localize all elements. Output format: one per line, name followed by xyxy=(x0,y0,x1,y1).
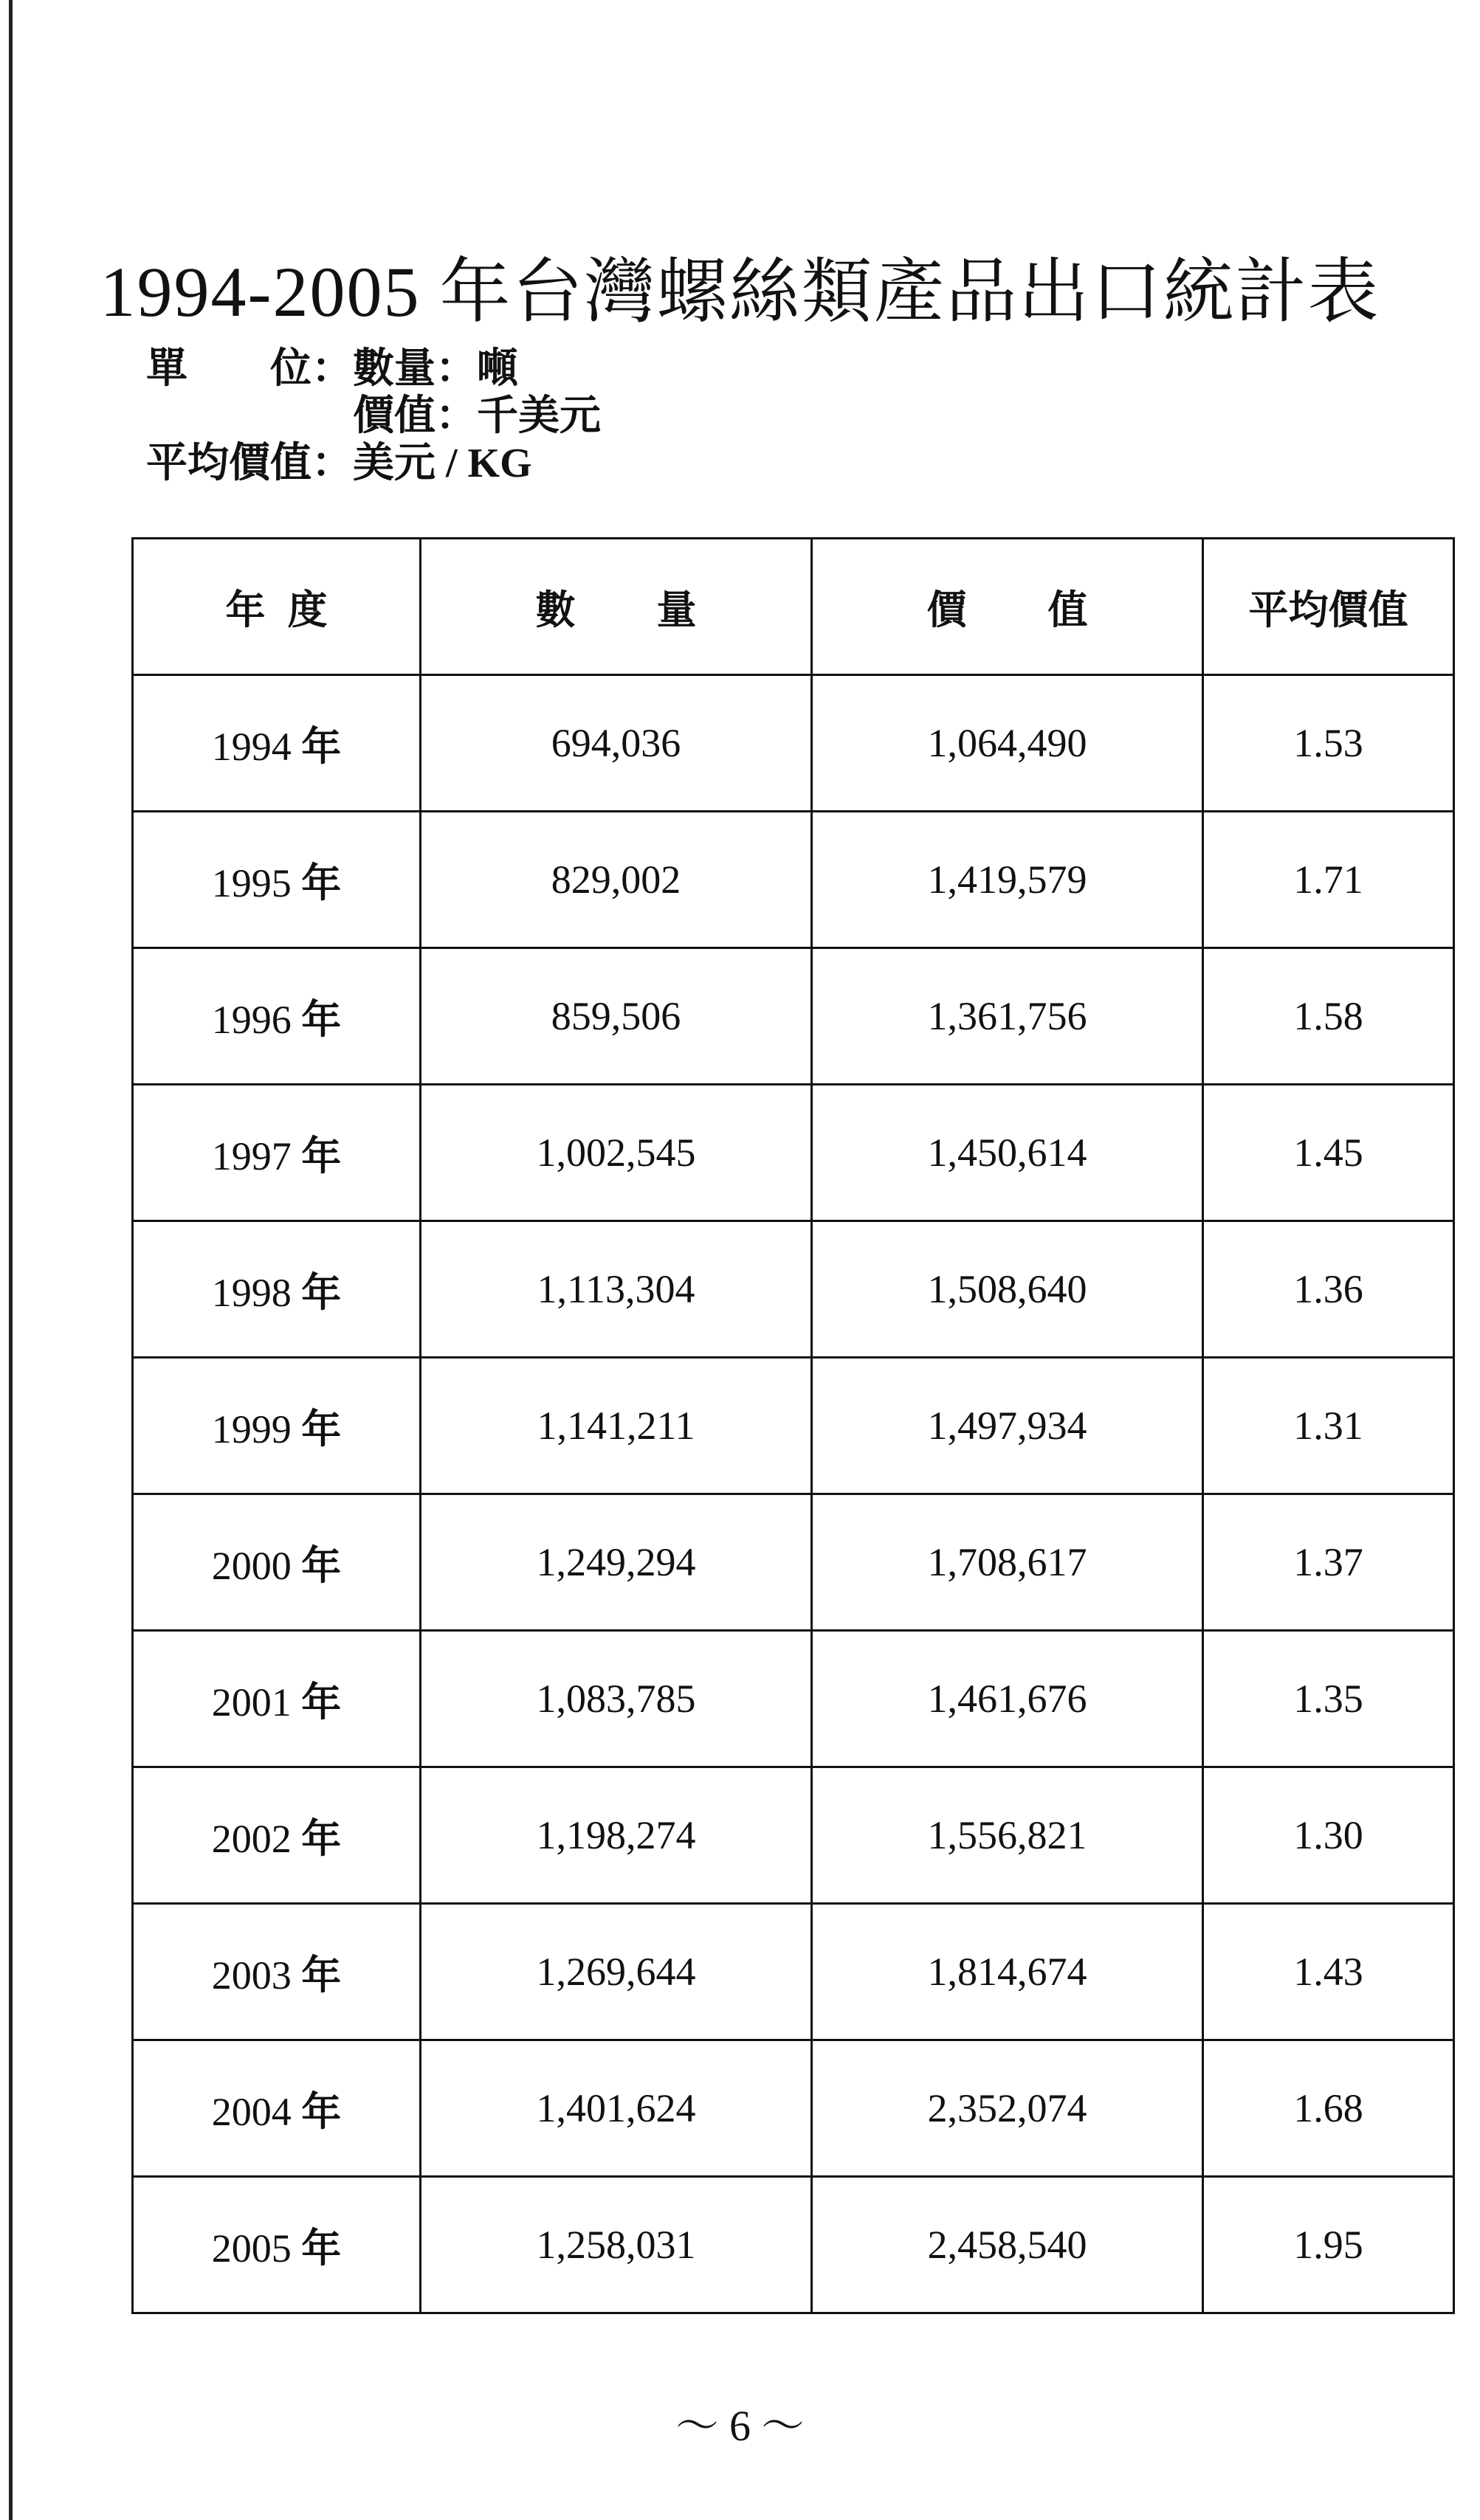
value-cell: 1,497,934 xyxy=(812,1358,1203,1494)
header-average: 平均價值 xyxy=(1203,539,1454,675)
quantity-cell: 859,506 xyxy=(421,948,812,1085)
year-cell: 2000 年 xyxy=(133,1494,421,1631)
year-cell: 2004 年 xyxy=(133,2040,421,2177)
average-cell: 1.35 xyxy=(1203,1631,1454,1767)
table-body xyxy=(133,675,1454,2313)
value-cell: 1,708,617 xyxy=(812,1494,1203,1631)
table-row xyxy=(133,2040,1454,2177)
average-cell: 1.43 xyxy=(1203,1904,1454,2040)
units-block xyxy=(146,345,601,487)
value-cell: 1,814,674 xyxy=(812,1904,1203,2040)
average-cell: 1.36 xyxy=(1203,1221,1454,1358)
table-row xyxy=(133,1631,1454,1767)
quantity-cell: 1,113,304 xyxy=(421,1221,812,1358)
value-cell: 2,458,540 xyxy=(812,2177,1203,2313)
header-quantity: 數量 xyxy=(421,539,812,675)
quantity-cell: 1,258,031 xyxy=(421,2177,812,2313)
average-cell: 1.71 xyxy=(1203,812,1454,948)
value-cell: 1,508,640 xyxy=(812,1221,1203,1358)
year-cell: 1999 年 xyxy=(133,1358,421,1494)
page-number: ～ 6 ～ xyxy=(675,2402,805,2450)
quantity-cell: 1,141,211 xyxy=(421,1358,812,1494)
unit-row-quantity xyxy=(146,345,601,393)
table-row xyxy=(133,1767,1454,1904)
average-cell: 1.68 xyxy=(1203,2040,1454,2177)
header-year: 年度 xyxy=(133,539,421,675)
quantity-cell: 829,002 xyxy=(421,812,812,948)
value-unit: 價值：千美元 xyxy=(353,393,601,439)
average-unit: 美元 / KG xyxy=(353,441,532,486)
export-statistics-table xyxy=(131,537,1455,2314)
table-row xyxy=(133,1494,1454,1631)
year-cell: 1997 年 xyxy=(133,1085,421,1221)
year-cell: 2002 年 xyxy=(133,1767,421,1904)
average-cell: 1.30 xyxy=(1203,1767,1454,1904)
unit-row-value xyxy=(146,393,601,440)
table-row xyxy=(133,675,1454,812)
table-row xyxy=(133,812,1454,948)
value-cell: 1,419,579 xyxy=(812,812,1203,948)
value-cell: 1,450,614 xyxy=(812,1085,1203,1221)
average-label: 平均價值： xyxy=(146,441,353,486)
unit-label: 單 位： xyxy=(146,346,353,392)
table-row xyxy=(133,1904,1454,2040)
table-row xyxy=(133,1085,1454,1221)
quantity-unit: 數量：噸 xyxy=(353,346,518,392)
quantity-cell: 1,249,294 xyxy=(421,1494,812,1631)
year-cell: 1996 年 xyxy=(133,948,421,1085)
table-row xyxy=(133,2177,1454,2313)
average-cell: 1.37 xyxy=(1203,1494,1454,1631)
value-cell: 1,461,676 xyxy=(812,1631,1203,1767)
quantity-cell: 1,198,274 xyxy=(421,1767,812,1904)
value-cell: 2,352,074 xyxy=(812,2040,1203,2177)
year-cell: 1994 年 xyxy=(133,675,421,812)
table-row xyxy=(133,1221,1454,1358)
year-cell: 1998 年 xyxy=(133,1221,421,1358)
quantity-cell: 1,083,785 xyxy=(421,1631,812,1767)
average-cell: 1.45 xyxy=(1203,1085,1454,1221)
table-header-row xyxy=(133,539,1454,675)
value-cell: 1,361,756 xyxy=(812,948,1203,1085)
year-cell: 2003 年 xyxy=(133,1904,421,2040)
average-cell: 1.31 xyxy=(1203,1358,1454,1494)
document-title: 1994-2005 年台灣螺絲類產品出口統計表 xyxy=(100,252,1380,332)
quantity-cell: 1,269,644 xyxy=(421,1904,812,2040)
quantity-cell: 1,002,545 xyxy=(421,1085,812,1221)
value-cell: 1,064,490 xyxy=(812,675,1203,812)
year-cell: 2001 年 xyxy=(133,1631,421,1767)
unit-row-average xyxy=(146,440,601,487)
average-cell: 1.95 xyxy=(1203,2177,1454,2313)
quantity-cell: 694,036 xyxy=(421,675,812,812)
table-row xyxy=(133,948,1454,1085)
value-cell: 1,556,821 xyxy=(812,1767,1203,1904)
year-cell: 1995 年 xyxy=(133,812,421,948)
average-cell: 1.53 xyxy=(1203,675,1454,812)
year-cell: 2005 年 xyxy=(133,2177,421,2313)
header-value: 價值 xyxy=(812,539,1203,675)
table-row xyxy=(133,1358,1454,1494)
average-cell: 1.58 xyxy=(1203,948,1454,1085)
page-edge-line xyxy=(9,0,13,2520)
quantity-cell: 1,401,624 xyxy=(421,2040,812,2177)
